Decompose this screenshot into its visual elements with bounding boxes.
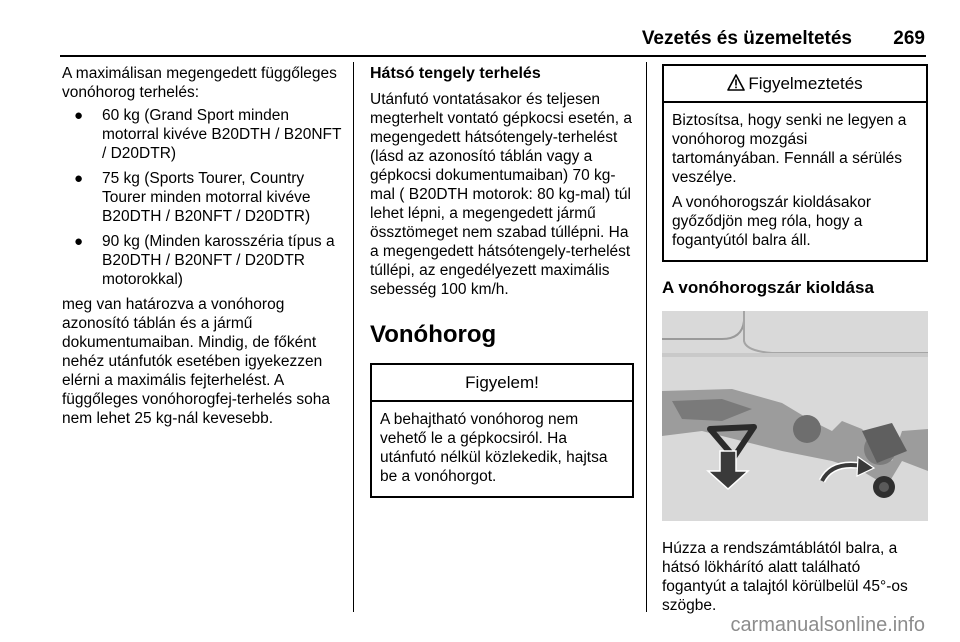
list-item: ● 75 kg (Sports Tourer, Country Tourer minden motorral kivéve B20DTH / B20NFT / D20DTR): [74, 170, 311, 225]
notice-box: [370, 363, 634, 498]
tow-hook-release-illustration: [662, 311, 928, 521]
warning-text-1: Biztosítsa, hogy senki ne legyen a vonóhorog mozgási tartományában. Fennáll a sérülés veszélye.: [672, 112, 907, 186]
load-paragraph: meg van határozva a vonóhorog azonosító táblán és a jármű dokumentumaiban. Mindig, de főként nehéz utánfutók esetében igyekezzen elérni a maximális fejterhelést. A függőleges vonóhorogfej-terhelés soha nem lehet 25 kg-nál kevesebb.: [62, 296, 330, 427]
notice-title: Figyelem!: [372, 365, 632, 402]
warning-text-2: A vonóhorogszár kioldásakor győződjön meg róla, hogy a fogantyútól balra áll.: [672, 194, 872, 249]
release-heading: A vonóhorogszár kioldása: [662, 278, 874, 297]
section-title: Vonóhorog: [370, 321, 497, 348]
release-caption: Húzza a rendszámtáblától balra, a hátsó lökhárító alatt található fogantyút a talajtól körülbelül 45°-os szögbe.: [662, 540, 908, 614]
warning-triangle-icon: [727, 74, 745, 91]
warning-title: Figyelmeztetés: [748, 74, 863, 93]
column-1: [62, 64, 344, 428]
bullet-icon: ●: [74, 107, 84, 124]
load-intro: A maximálisan megengedett függőleges vonóhorog terhelés:: [62, 65, 337, 101]
rear-axle-paragraph: Utánfutó vontatásakor és teljesen megterhelt vontató gépkocsi esetén, a megengedett hátsótengely-terhelést (lásd az azonosító táblán vagy a gépkocsi dokumentumaiban) 70 kg-mal ( B20DTH motorok: 80 kg-mal) túl lehet lépni, a megengedett jármű össztömeget nem szabad túllépni. Ha a megengedett hátsótengely-terhelést túllépi, az engedélyezett maximális sebesség 100 km/h.: [370, 91, 632, 298]
column-2: [370, 64, 634, 498]
page-number: 269: [893, 28, 925, 49]
warning-header: [664, 66, 926, 103]
column-divider-2: [646, 62, 647, 612]
page-title: Vezetés és üzemeltetés: [641, 28, 852, 49]
tow-hook-illustration-svg: [662, 311, 928, 521]
warning-box: [662, 64, 928, 262]
notice-text: A behajtható vonóhorog nem vehető le a gépkocsiról. Ha utánfutó nélkül közlekedik, hajtsa be a vonóhorgot.: [380, 411, 608, 485]
header-divider: [60, 55, 926, 57]
list-item: ● 90 kg (Minden karosszéria típus a B20DTH / B20NFT / D20DTR motorokkal): [74, 233, 335, 288]
list-item: ● 60 kg (Grand Sport minden motorral kivéve B20DTH / B20NFT / D20DTR): [74, 107, 342, 162]
load-list: [62, 106, 344, 289]
watermark: carmanualsonline.info: [730, 614, 925, 636]
bullet-icon: ●: [74, 233, 84, 250]
bullet-icon: ●: [74, 170, 84, 187]
rear-axle-heading: Hátsó tengely terhelés: [370, 65, 541, 82]
column-3: [662, 64, 928, 615]
column-divider-1: [353, 62, 354, 612]
